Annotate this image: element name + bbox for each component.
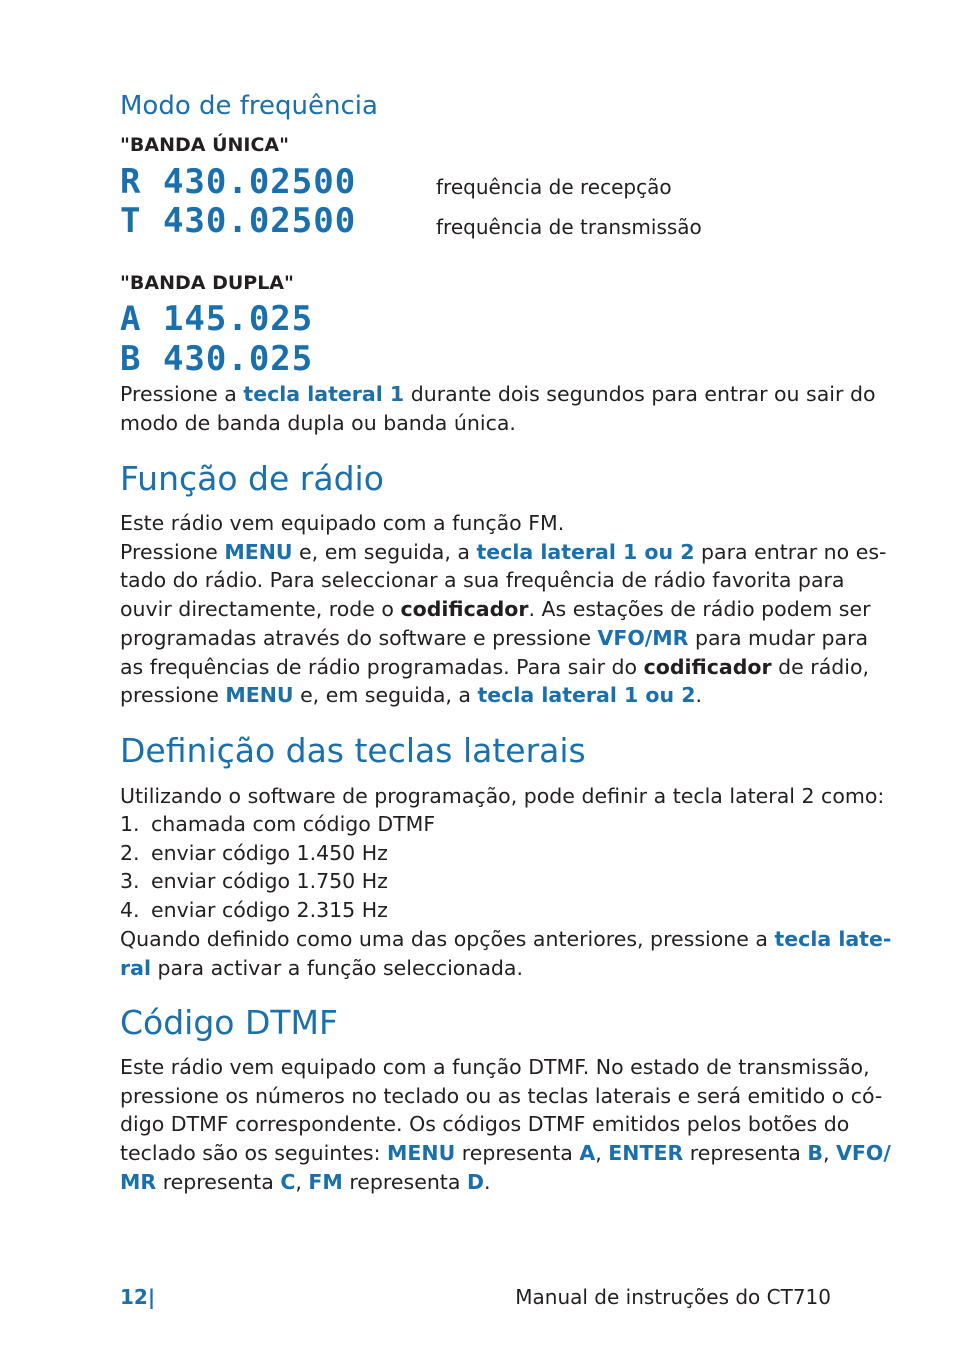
side-keys-outro: Quando definido como uma das opções anteriores, pressione a tecla late- ral para activar a função seleccionada.: [120, 927, 892, 980]
dual-band-paragraph: Pressione a tecla lateral 1 durante dois segundos para entrar ou sair do modo de banda dupla ou banda única.: [120, 382, 876, 435]
band-a-display: A 145.025: [120, 299, 314, 339]
side-key-12-ref: tecla lateral 1 ou 2: [476, 539, 695, 564]
menu-key-ref: MENU: [224, 539, 293, 564]
page-number: 12|: [120, 1285, 156, 1309]
dtmf-fm-key: FM: [308, 1169, 343, 1194]
dtmf-heading: Código DTMF: [120, 1003, 338, 1042]
side-key-1-ref: tecla lateral 1: [243, 382, 405, 406]
dtmf-enter-key: ENTER: [608, 1141, 684, 1166]
rx-frequency-desc: frequência de recepção: [436, 175, 672, 199]
dual-band-label: "BANDA DUPLA": [120, 272, 294, 294]
list-item: 4. enviar código 2.315 Hz: [120, 898, 388, 923]
list-item: 3. enviar código 1.750 Hz: [120, 869, 388, 894]
side-key-options-list: [120, 810, 435, 925]
radio-function-heading: Função de rádio: [120, 459, 384, 498]
side-key-ref: tecla late-: [774, 927, 892, 951]
side-keys-intro: Utilizando o software de programação, pode definir a tecla lateral 2 como:: [120, 784, 885, 808]
list-item: 1. chamada com código DTMF: [120, 812, 436, 836]
side-keys-heading: Definição das teclas laterais: [120, 731, 586, 770]
dtmf-paragraph: Este rádio vem equipado com a função DTMF. No estado de transmissão, pressione os números no teclado ou as teclas laterais e será emitido o có- digo DTMF correspondente. Os códigos DTMF emitidos pelos botões do teclado são os seguintes: MENU representa A, ENTER representa B, VFO/ MR representa C, FM representa D.: [120, 1055, 891, 1194]
radio-function-paragraph: Este rádio vem equipado com a função FM. Pressione MENU e, em seguida, a tecla lateral 1 ou 2 para entrar no es- tado do rádio. Para seleccionar a sua frequência de rádio favorita para ouvir directamente, rode o codificador. As estações de rádio podem ser programadas através do software e pressione VFO/MR para mudar para as frequências de rádio programadas. Para sair do codificador de rádio, pressione MENU e, em seguida, a tecla lateral 1 ou 2.: [120, 511, 887, 708]
encoder-ref: codificador: [400, 597, 529, 622]
dtmf-vfo-key: VFO/: [836, 1141, 891, 1166]
rx-frequency-display: R 430.02500: [120, 162, 357, 202]
tx-frequency-display: T 430.02500: [120, 201, 357, 241]
manual-title: Manual de instruções do CT710: [515, 1285, 831, 1309]
vfo-mr-key-ref: VFO/MR: [597, 625, 689, 650]
tx-frequency-desc: frequência de transmissão: [436, 215, 702, 239]
dtmf-menu-key: MENU: [387, 1141, 456, 1166]
single-band-label: "BANDA ÚNICA": [120, 134, 290, 156]
list-item: 2. enviar código 1.450 Hz: [120, 840, 388, 865]
freq-mode-heading: Modo de frequência: [120, 91, 378, 121]
band-b-display: B 430.025: [120, 339, 314, 379]
